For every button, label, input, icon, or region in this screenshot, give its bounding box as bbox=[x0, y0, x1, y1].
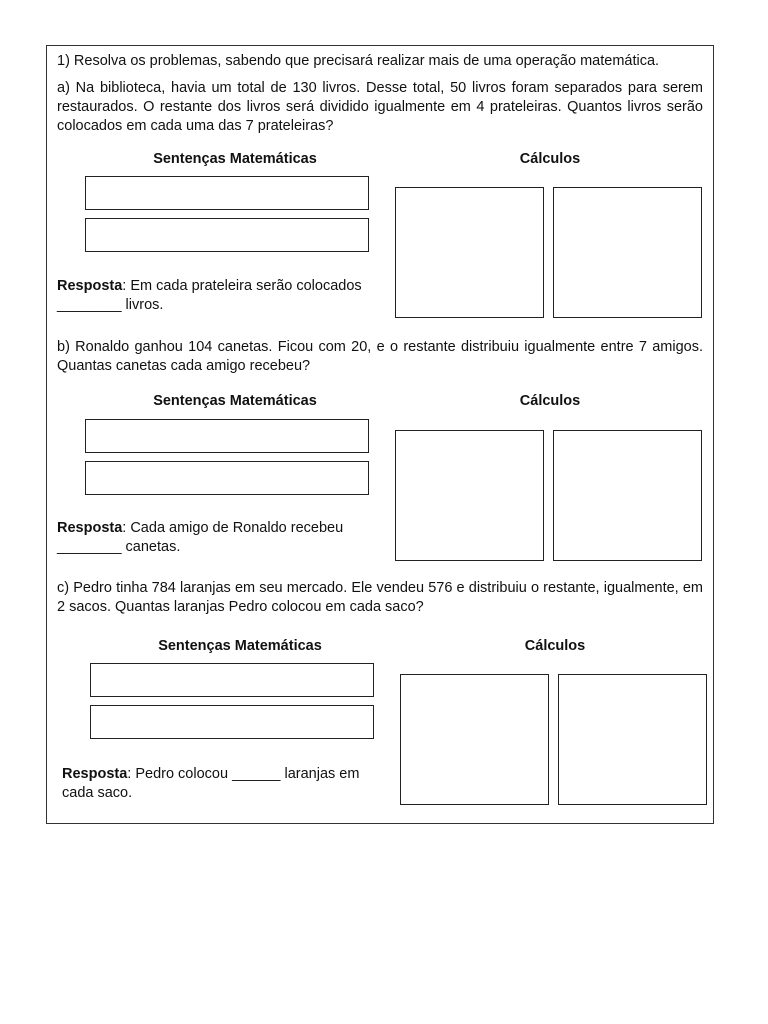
answer-text: : Cada amigo de Ronaldo recebeu ________ canetas. bbox=[57, 520, 344, 555]
problem-b-answer bbox=[57, 519, 392, 557]
problem-c-calc-area-2[interactable] bbox=[558, 674, 707, 805]
problem-c-sentence-input-2[interactable] bbox=[90, 705, 374, 739]
problem-a-calc-area-2[interactable] bbox=[553, 187, 702, 318]
answer-label: Resposta bbox=[62, 766, 128, 782]
problem-c-sentence-input-1[interactable] bbox=[90, 663, 374, 697]
problem-b-statement: b) Ronaldo ganhou 104 canetas. Ficou com 20, e o restante distribuiu igualmente entre 7 amigos. Quantas canetas cada amigo recebeu? bbox=[57, 339, 703, 374]
problem-c-calc-area-1[interactable] bbox=[400, 674, 549, 805]
problem-b-sentences-header: Sentenças Matemáticas bbox=[153, 393, 317, 409]
problem-a-answer bbox=[57, 277, 392, 315]
problem-c-sentences-header: Sentenças Matemáticas bbox=[158, 638, 322, 654]
problem-a-sentence-input-1[interactable] bbox=[85, 176, 369, 210]
problem-c-answer bbox=[62, 765, 392, 803]
answer-text: : Em cada prateleira serão colocados ________ livros. bbox=[57, 278, 362, 313]
instruction-text: 1) Resolva os problemas, sabendo que precisará realizar mais de uma operação matemática. bbox=[57, 53, 660, 69]
answer-text: : Pedro colocou ______ laranjas em cada saco. bbox=[62, 766, 360, 801]
answer-label: Resposta bbox=[57, 520, 123, 536]
problem-b-calculations-header: Cálculos bbox=[519, 393, 581, 409]
problem-a-sentence-input-2[interactable] bbox=[85, 218, 369, 252]
problem-c-statement: c) Pedro tinha 784 laranjas em seu mercado. Ele vendeu 576 e distribuiu o restante, igualmente, em 2 sacos. Quantas laranjas Pedro colocou em cada saco? bbox=[57, 580, 703, 615]
problem-a-calculations-header: Cálculos bbox=[519, 151, 581, 167]
problem-a-sentences-header: Sentenças Matemáticas bbox=[153, 151, 317, 167]
problem-b-calc-area-1[interactable] bbox=[395, 430, 544, 561]
problem-c-calculations-header: Cálculos bbox=[524, 638, 586, 654]
problem-b-sentence-input-2[interactable] bbox=[85, 461, 369, 495]
problem-a-calc-area-1[interactable] bbox=[395, 187, 544, 318]
problem-b-calc-area-2[interactable] bbox=[553, 430, 702, 561]
problem-b-sentence-input-1[interactable] bbox=[85, 419, 369, 453]
answer-label: Resposta bbox=[57, 278, 123, 294]
problem-a-statement: a) Na biblioteca, havia um total de 130 livros. Desse total, 50 livros foram separados para serem restaurados. O restante dos livros será dividido igualmente em 4 prateleiras. Quantos livros serão colocados em cada uma das 7 prateleiras? bbox=[57, 80, 703, 134]
